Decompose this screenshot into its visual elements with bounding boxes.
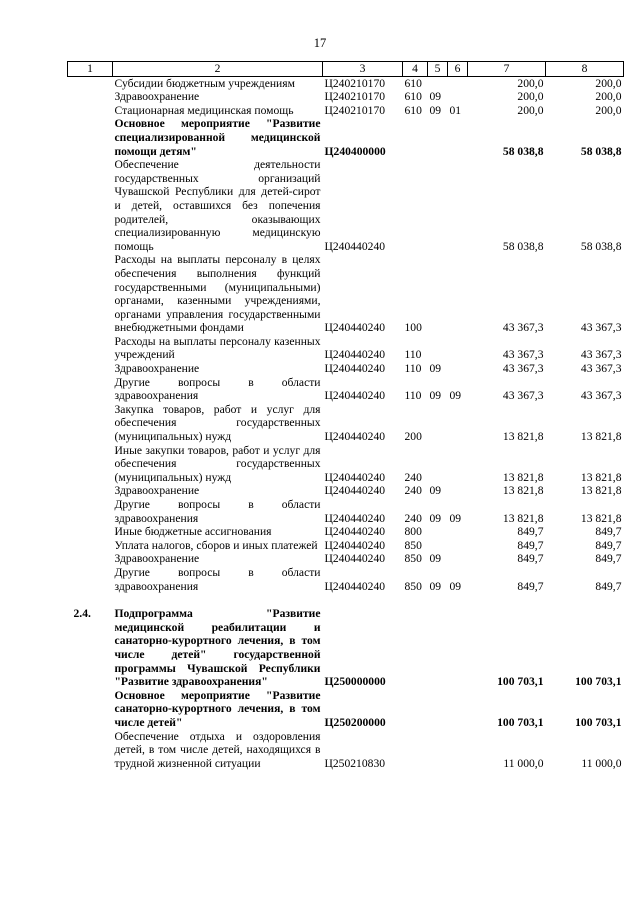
row-amount-2: 13 821,8 (580, 484, 622, 498)
row-amount-2: 43 367,3 (580, 389, 622, 403)
row-target-code: Ц240440240 (324, 511, 386, 525)
row-number (68, 539, 113, 553)
row-subsection (448, 90, 468, 104)
row-target-code: Ц240440240 (324, 389, 386, 403)
row-number (68, 484, 113, 498)
row-subsection (448, 362, 468, 376)
table-row (68, 403, 624, 444)
row-name: Здравоохранение (114, 552, 200, 566)
table-row (68, 552, 624, 566)
row-name: Закупка товаров, работ и услуг для обеспечения государственных (муниципальных) нужд (114, 402, 321, 444)
row-section (428, 158, 448, 253)
row-amount-2: 43 367,3 (580, 362, 622, 376)
row-target-code: Ц240440240 (324, 470, 386, 484)
row-expense-type (403, 158, 428, 253)
row-subsection (448, 117, 468, 158)
table-row (68, 117, 624, 158)
row-expense-type (403, 730, 428, 771)
row-expense-type: 800 (404, 525, 422, 539)
row-target-code: Ц240440240 (324, 239, 386, 253)
row-target-code: Ц240440240 (324, 552, 386, 566)
row-section (428, 253, 448, 335)
row-subsection (448, 607, 468, 689)
row-section: 09 (429, 579, 442, 593)
row-amount-1: 100 703,1 (497, 675, 544, 689)
row-subsection (448, 539, 468, 553)
row-number (68, 566, 113, 593)
row-number (68, 498, 113, 525)
row-name: Субсидии бюджетным учреждениям (114, 76, 295, 90)
row-number (68, 104, 113, 118)
row-subsection (448, 484, 468, 498)
row-amount-1: 58 038,8 (502, 144, 544, 158)
row-amount-1: 13 821,8 (502, 511, 544, 525)
row-expense-type: 200 (404, 430, 422, 444)
table-row (68, 525, 624, 539)
header-col-8: 8 (546, 62, 624, 77)
page-number: 17 (313, 36, 327, 50)
row-subsection (448, 253, 468, 335)
row-expense-type: 610 (404, 90, 422, 104)
row-name: Другие вопросы в области здравоохранения (114, 565, 321, 593)
row-number (68, 525, 113, 539)
table-row (68, 484, 624, 498)
row-expense-type: 240 (404, 484, 422, 498)
row-target-code: Ц240440240 (324, 484, 386, 498)
row-number (68, 376, 113, 403)
row-name: Расходы на выплаты персоналу в целях обеспечения выполнения функций государственными (муниципальными) органами, казенными учреждениями, органами управления государственными внебюджетными фондами (114, 253, 321, 335)
table-row (68, 362, 624, 376)
row-name: Другие вопросы в области здравоохранения (114, 498, 321, 525)
row-name: Стационарная медицинская помощь (114, 103, 294, 117)
row-number (68, 552, 113, 566)
row-name: Обеспечение отдыха и оздоровления детей, в том числе детей, находящихся в трудной жизненной ситуации (114, 729, 321, 770)
table-row (68, 104, 624, 118)
row-number (68, 362, 113, 376)
row-name: Иные бюджетные ассигнования (114, 525, 272, 539)
header-col-6: 6 (448, 62, 468, 77)
row-name: Основное мероприятие "Развитие санаторно-курортного лечения, в том числе детей" (114, 688, 321, 729)
row-number (68, 90, 113, 104)
row-amount-1: 200,0 (517, 76, 544, 90)
row-amount-2: 58 038,8 (580, 144, 622, 158)
row-number (68, 730, 113, 771)
row-subsection (448, 525, 468, 539)
row-amount-2: 13 821,8 (580, 511, 622, 525)
row-section: 09 (429, 484, 442, 498)
row-subsection (448, 689, 468, 730)
row-number (68, 117, 113, 158)
row-section: 09 (429, 362, 442, 376)
row-number: 2.4. (73, 607, 91, 621)
row-amount-1: 849,7 (517, 579, 544, 593)
row-name: Обеспечение деятельности государственных организаций Чувашской Республики для детей-сирот и детей, оставшихся без попечения родителей, оказывающих специализированную медицинскую помощь (114, 158, 321, 253)
row-section (428, 730, 448, 771)
row-expense-type: 850 (404, 552, 422, 566)
row-number (68, 403, 113, 444)
table-row (68, 498, 624, 525)
row-subsection: 09 (449, 389, 462, 403)
header-col-2: 2 (113, 62, 323, 77)
row-target-code: Ц240440240 (324, 538, 386, 552)
row-name: Подпрограмма "Развитие медицинской реабилитации и санаторно-курортного лечения, в том числе детей" государственной программы Чувашской Республики "Развитие здравоохранения" (114, 607, 321, 689)
row-name: Уплата налогов, сборов и иных платежей (114, 538, 318, 552)
header-col-4: 4 (403, 62, 428, 77)
row-subsection: 09 (449, 511, 462, 525)
row-section: 09 (429, 103, 442, 117)
row-subsection (448, 76, 468, 90)
row-name: Здравоохранение (114, 362, 200, 376)
row-amount-1: 849,7 (517, 552, 544, 566)
row-name: Иные закупки товаров, работ и услуг для обеспечения государственных (муниципальных) нужд (114, 443, 321, 484)
column-number-header (68, 62, 624, 77)
row-number (68, 689, 113, 730)
row-target-code: Ц240210170 (324, 76, 386, 90)
row-amount-1: 13 821,8 (502, 470, 544, 484)
row-number (68, 76, 113, 90)
header-col-7: 7 (468, 62, 546, 77)
row-amount-2: 849,7 (595, 538, 622, 552)
row-expense-type: 610 (404, 103, 422, 117)
table-row (68, 76, 624, 90)
budget-table (67, 61, 624, 770)
row-amount-1: 58 038,8 (502, 239, 544, 253)
row-amount-1: 200,0 (517, 90, 544, 104)
row-section (428, 76, 448, 90)
row-expense-type (403, 689, 428, 730)
row-amount-1: 11 000,0 (503, 756, 544, 770)
row-expense-type: 610 (404, 76, 422, 90)
row-section (428, 689, 448, 730)
row-amount-2: 43 367,3 (580, 348, 622, 362)
row-target-code: Ц250000000 (324, 675, 386, 689)
table-row (68, 607, 624, 689)
row-target-code: Ц250200000 (324, 715, 386, 729)
row-expense-type: 100 (404, 321, 422, 335)
row-amount-2: 849,7 (595, 525, 622, 539)
spacer-row (68, 593, 624, 607)
row-amount-2: 58 038,8 (580, 239, 622, 253)
row-name: Здравоохранение (114, 90, 200, 104)
row-subsection (448, 158, 468, 253)
row-expense-type: 110 (404, 362, 422, 376)
row-name: Основное мероприятие "Развитие специализированной медицинской помощи детям" (114, 117, 321, 158)
row-expense-type: 110 (404, 348, 422, 362)
row-target-code: Ц240440240 (324, 579, 386, 593)
row-amount-2: 100 703,1 (575, 675, 622, 689)
row-amount-2: 11 000,0 (581, 756, 622, 770)
table-row (68, 90, 624, 104)
row-expense-type: 240 (404, 511, 422, 525)
row-amount-2: 100 703,1 (575, 715, 622, 729)
row-amount-2: 849,7 (595, 579, 622, 593)
table-row (68, 158, 624, 253)
row-amount-1: 849,7 (517, 538, 544, 552)
header-col-5: 5 (428, 62, 448, 77)
row-section (428, 335, 448, 362)
row-amount-1: 849,7 (517, 525, 544, 539)
table-row (68, 539, 624, 553)
row-section (428, 117, 448, 158)
row-amount-2: 849,7 (595, 552, 622, 566)
row-amount-1: 43 367,3 (502, 362, 544, 376)
row-target-code: Ц240440240 (324, 430, 386, 444)
row-section (428, 525, 448, 539)
row-section: 09 (429, 90, 442, 104)
row-section (428, 444, 448, 485)
row-subsection (448, 444, 468, 485)
row-number (68, 158, 113, 253)
row-name: Расходы на выплаты персоналу казенных учреждений (114, 334, 321, 362)
table-row (68, 689, 624, 730)
row-amount-1: 43 367,3 (502, 348, 544, 362)
row-amount-2: 200,0 (595, 103, 622, 117)
row-amount-1: 43 367,3 (502, 321, 544, 335)
spacer-cell (68, 593, 624, 607)
row-target-code: Ц240440240 (324, 321, 386, 335)
row-target-code: Ц240210170 (324, 90, 386, 104)
row-amount-2: 43 367,3 (580, 321, 622, 335)
row-section: 09 (429, 389, 442, 403)
table-row (68, 730, 624, 771)
row-expense-type (403, 117, 428, 158)
row-expense-type: 240 (404, 470, 422, 484)
row-amount-1: 43 367,3 (502, 389, 544, 403)
row-target-code: Ц240440240 (324, 348, 386, 362)
row-section: 09 (429, 552, 442, 566)
table-row (68, 376, 624, 403)
row-section (428, 607, 448, 689)
row-number (68, 253, 113, 335)
row-amount-1: 13 821,8 (502, 430, 544, 444)
row-subsection: 09 (449, 579, 462, 593)
row-subsection (448, 403, 468, 444)
table-body (68, 76, 624, 770)
row-name: Здравоохранение (114, 484, 200, 498)
table-row (68, 335, 624, 362)
row-section (428, 539, 448, 553)
row-section: 09 (429, 511, 442, 525)
header-col-1: 1 (68, 62, 113, 77)
table-row (68, 566, 624, 593)
row-number (68, 444, 113, 485)
row-target-code: Ц240400000 (324, 144, 386, 158)
row-target-code: Ц240210170 (324, 103, 386, 117)
row-expense-type: 850 (404, 538, 422, 552)
row-target-code: Ц240440240 (324, 362, 386, 376)
row-amount-2: 200,0 (595, 90, 622, 104)
row-expense-type: 850 (404, 579, 422, 593)
row-section (428, 403, 448, 444)
table-row (68, 444, 624, 485)
header-col-3: 3 (323, 62, 403, 77)
row-subsection: 01 (449, 103, 462, 117)
row-amount-1: 200,0 (517, 103, 544, 117)
row-amount-1: 100 703,1 (497, 715, 544, 729)
row-expense-type (403, 607, 428, 689)
row-subsection (448, 552, 468, 566)
row-amount-1: 13 821,8 (502, 484, 544, 498)
table-row (68, 253, 624, 335)
row-expense-type: 110 (404, 389, 422, 403)
row-subsection (448, 730, 468, 771)
row-name: Другие вопросы в области здравоохранения (114, 375, 321, 403)
row-subsection (448, 335, 468, 362)
row-amount-2: 200,0 (595, 76, 622, 90)
row-amount-2: 13 821,8 (580, 470, 622, 484)
row-target-code: Ц250210830 (324, 756, 386, 770)
row-number (68, 335, 113, 362)
row-target-code: Ц240440240 (324, 525, 386, 539)
row-amount-2: 13 821,8 (580, 430, 622, 444)
